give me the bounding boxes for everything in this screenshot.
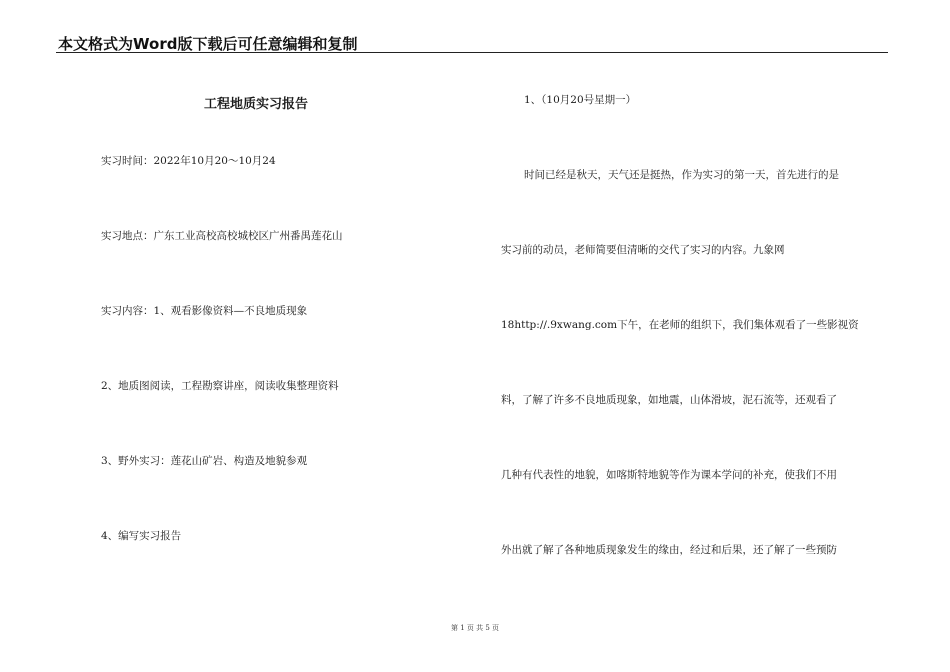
page-number: 第 1 页 共 5 页: [450, 624, 500, 632]
internship-time: 实习时间：2022年10月20～10月24: [101, 155, 276, 167]
internship-content: 实习内容：1、观看影像资料—不良地质现象: [101, 305, 308, 317]
list-item: 2、地质图阅读，工程勘察讲座，阅读收集整理资料: [101, 380, 339, 392]
paragraph-line: 时间已经是秋天，天气还是挺热，作为实习的第一天，首先进行的是: [524, 169, 839, 181]
paragraph-line: 料，了解了许多不良地质现象，如地震，山体滑坡，泥石流等，还观看了: [501, 394, 837, 406]
banner-divider: [56, 52, 888, 53]
internship-location: 实习地点：广东工业高校高校城校区广州番禺莲花山: [101, 230, 343, 242]
paragraph-line: 18http://.9xwang.com下午，在老师的组织下，我们集体观看了一些影视资: [501, 319, 859, 331]
list-item: 3、野外实习：莲花山矿岩、构造及地貌参观: [101, 455, 308, 467]
download-banner: 本文格式为Word版下载后可任意编辑和复制: [58, 35, 358, 53]
paragraph-line: 外出就了解了各种地质现象发生的缘由，经过和后果，还了解了一些预防: [501, 544, 837, 556]
list-item: 4、编写实习报告: [101, 530, 182, 542]
paragraph-line: 几种有代表性的地貌，如喀斯特地貌等作为课本学问的补充，使我们不用: [501, 469, 837, 481]
day-heading: 1、（10月20号星期一）: [524, 94, 637, 106]
page-title: 工程地质实习报告: [204, 97, 309, 112]
paragraph-line: 实习前的动员，老师简要但清晰的交代了实习的内容。九象网: [501, 244, 785, 256]
